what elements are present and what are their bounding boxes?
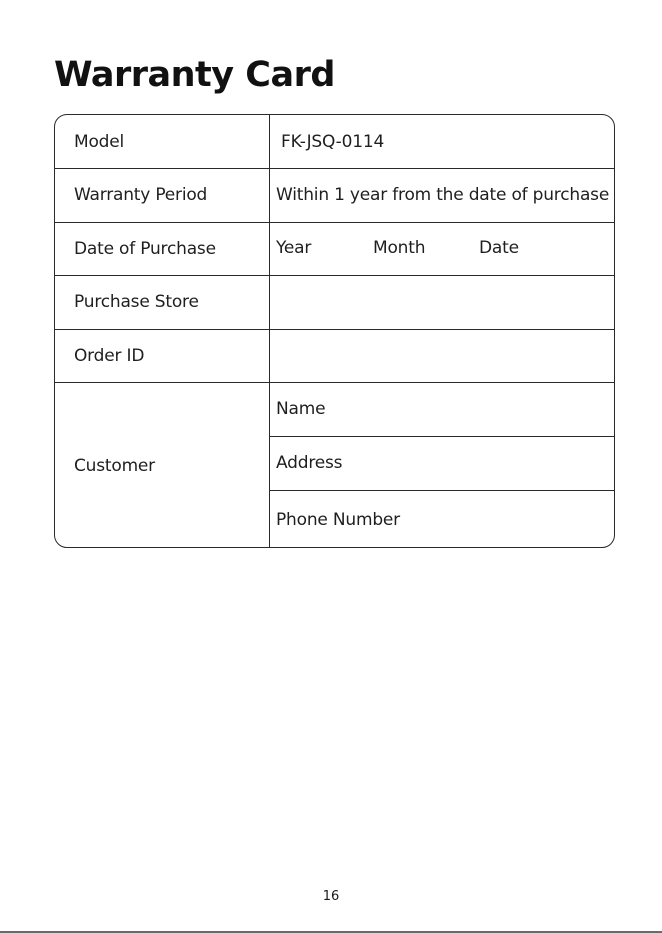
date-of-purchase-label: Date of Purchase xyxy=(74,238,216,259)
order-id-field[interactable] xyxy=(276,329,606,382)
column-divider xyxy=(269,115,270,547)
purchase-month-field[interactable]: Month xyxy=(373,238,426,258)
purchase-year-field[interactable]: Year xyxy=(276,238,312,258)
purchase-date-field[interactable]: Date xyxy=(479,238,519,258)
warranty-table xyxy=(54,114,615,548)
customer-phone-field[interactable]: Phone Number xyxy=(276,509,400,530)
warranty-period-label: Warranty Period xyxy=(74,185,208,205)
model-label: Model xyxy=(74,131,125,152)
customer-address-field[interactable]: Address xyxy=(276,453,343,473)
customer-name-field[interactable]: Name xyxy=(276,399,326,419)
purchase-store-field[interactable] xyxy=(276,275,606,329)
customer-label: Customer xyxy=(74,455,155,476)
page-number: 16 xyxy=(322,889,340,904)
purchase-store-label: Purchase Store xyxy=(74,292,199,312)
model-value: FK-JSQ-0114 xyxy=(281,131,385,152)
warranty-period-value: Within 1 year from the date of purchase xyxy=(276,185,610,205)
order-id-label: Order ID xyxy=(74,345,145,366)
page-title: Warranty Card xyxy=(54,55,335,95)
